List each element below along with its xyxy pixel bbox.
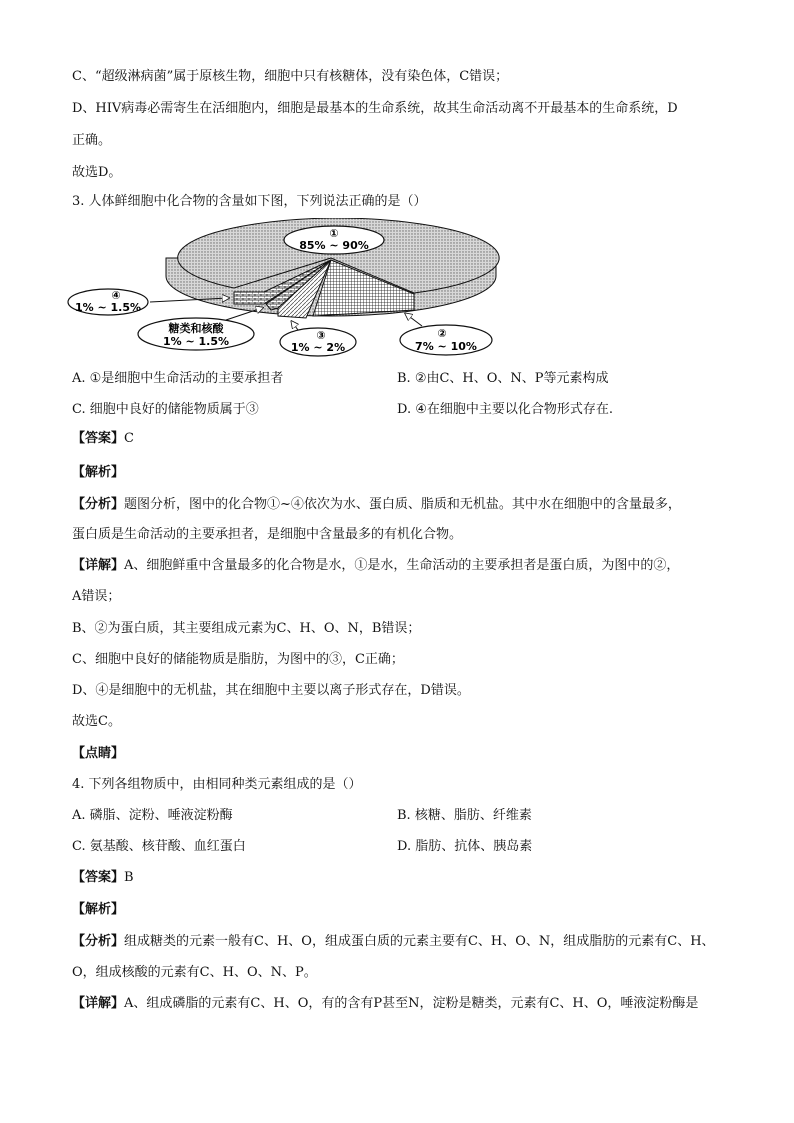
detail-text: A、细胞鲜重中含量最多的化合物是水，①是水，生命活动的主要承担者是蛋白质，为图中的②， [124,558,680,573]
text-line: 故选C。 [72,714,121,729]
analysis-tag: 【分析】 [72,934,125,949]
label-3-value: 1% ~ 2% [290,341,346,354]
analysis-tag: 【分析】 [72,497,125,512]
question-4: 4. 下列各组物质中，由相同种类元素组成的是（） [72,777,362,792]
arrow-3 [292,322,298,330]
label-4-value: 1% ~ 1.5% [74,301,142,314]
analysis-line [72,933,715,951]
option-d: D. 脂肪、抗体、胰岛素 [397,839,533,854]
label-sugar-value: 1% ~ 1.5% [162,335,230,348]
analysis-text: 组成糖类的元素一般有C、H、O，组成蛋白质的元素主要有C、H、O、N，组成脂肪的元素有C、H、 [124,934,715,949]
analysis-heading: 【解析】 [72,465,125,480]
option-b: B. 核糖、脂肪、纤维素 [397,808,532,823]
detail-line [72,995,698,1013]
label-2-value: 7% ~ 10% [415,340,477,353]
answer-tag: 【答案】 [72,431,125,446]
label-sugar-name: 糖类和核酸 [168,322,224,335]
detail-tag: 【详解】 [72,558,125,573]
text-line: O，组成核酸的元素有C、H、O、N、P。 [72,965,317,980]
answer-value: B [124,870,134,885]
text-line: C、“超级淋病菌”属于原核生物，细胞中只有核糖体，没有染色体，C错误； [72,69,509,84]
tips-heading: 【点睛】 [72,746,125,761]
text-line: B、②为蛋白质，其主要组成元素为C、H、O、N，B错误； [72,621,421,636]
text-line: A错误； [72,589,121,604]
analysis-text: 题图分析，图中的化合物①~④依次为水、蛋白质、脂质和无机盐。其中水在细胞中的含量最多， [124,497,681,512]
detail-tag: 【详解】 [72,996,125,1011]
analysis-line [72,496,681,514]
analysis-heading: 【解析】 [72,902,125,917]
question-3: 3. 人体鲜细胞中化合物的含量如下图，下列说法正确的是（） [72,194,427,209]
label-2-name: ② [437,327,447,340]
text-line: 故选D。 [72,165,122,180]
label-1-name: ① [329,227,339,240]
arrow-2 [406,314,422,326]
text-line: C、细胞中良好的储能物质是脂肪，为图中的③，C正确； [72,652,404,667]
option-b: B. ②由C、H、O、N、P等元素构成 [397,371,609,386]
answer-line [72,430,134,448]
text-line: 正确。 [72,133,112,148]
detail-line [72,557,679,575]
text-line: 蛋白质是生命活动的主要承担者，是细胞中含量最多的有机化合物。 [72,527,463,542]
text-line: D、④是细胞中的无机盐，其在细胞中主要以离子形式存在，D错误。 [72,683,470,698]
option-d: D. ④在细胞中主要以化合物形式存在. [397,402,614,417]
answer-tag: 【答案】 [72,870,125,885]
text-line: D、HIV病毒必需寄生在活细胞内，细胞是最基本的生命系统，故其生命活动离不开最基本的生命系统，D [72,101,678,116]
option-a: A. 磷脂、淀粉、唾液淀粉酶 [72,808,233,823]
answer-line [72,869,134,887]
option-c: C. 细胞中良好的储能物质属于③ [72,402,259,417]
detail-text: A、组成磷脂的元素有C、H、O，有的含有P甚至N，淀粉是糖类，元素有C、H、O，唾液淀粉酶是 [124,996,699,1011]
answer-value: C [124,431,134,446]
compound-pie-chart [66,218,506,358]
label-4-name: ④ [111,289,121,302]
label-1-value: 85% ~ 90% [299,239,369,252]
option-c: C. 氨基酸、核苷酸、血红蛋白 [72,839,246,854]
option-a: A. ①是细胞中生命活动的主要承担者 [72,371,284,386]
label-3-name: ③ [316,329,326,342]
